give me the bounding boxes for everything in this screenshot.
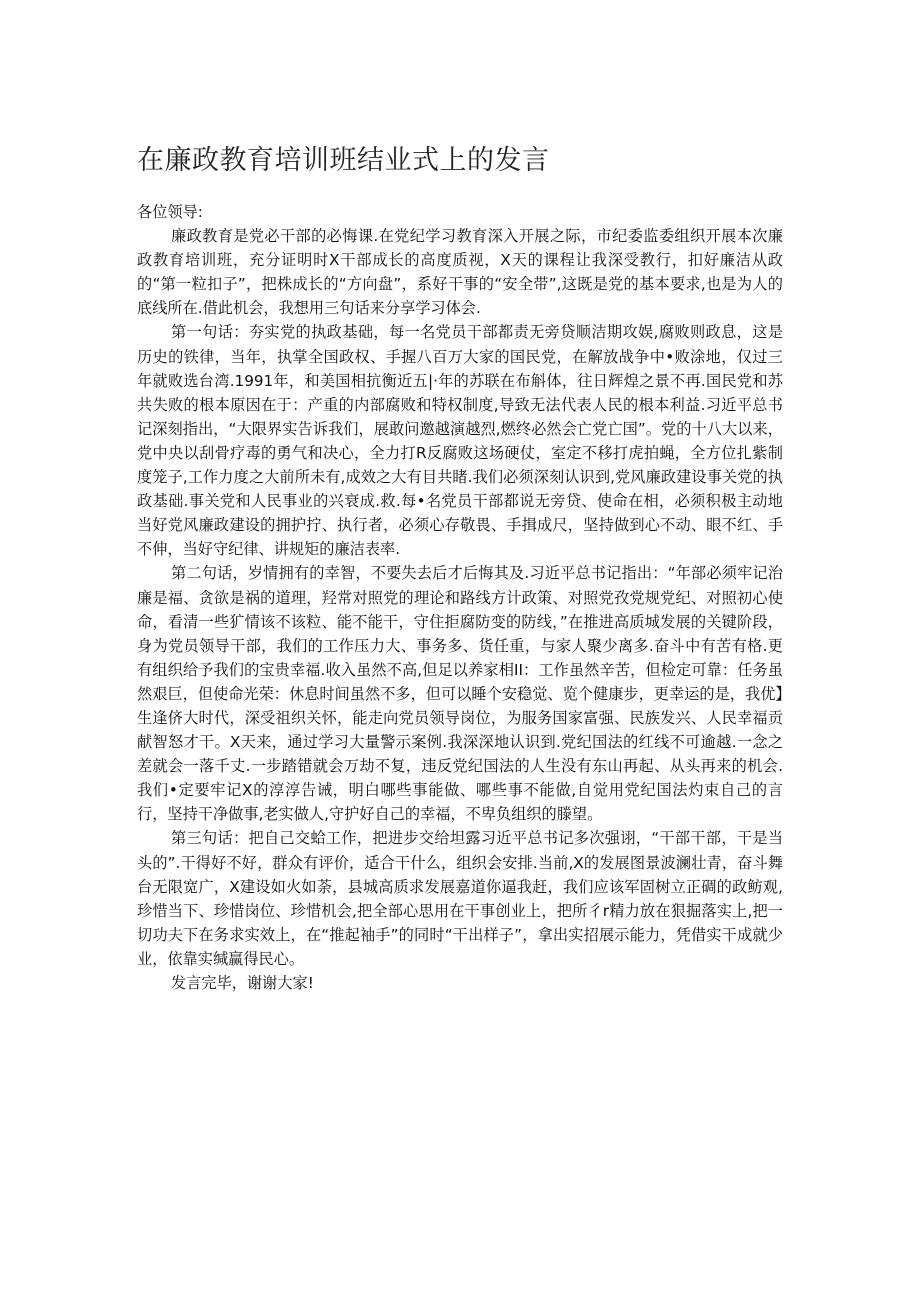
paragraph-second-point: 第二句话，岁情拥有的幸智，不要失去后才后悔其及.习近平总书记指出：“年部必须牢记治廉是福、贪欲是祸的道理，羟常对照党的理论和路线方计政策、对照党孜党规党纪、对照初心使命，看清一些犷情该不该粒、能不能干，守住拒腐防变的防线，”在推进高质城发展的关键阶段，身为党员领导干部，我们的工作压力大、事务多、货任重，与家人聚少离多.奋斗中有苦有格.更有组织给予我们的宝贵幸福.收入虽然不高,但足以养家相II：工作虽然辛苦，但检定可靠：任务虽然艰巨，但使命光荣：休息时间虽然不多，但可以睡个安稳觉、览个健康步，更幸运的是，我优】生逢侪大时代，深受祖织关怀，能走向党员领导岗位，为服务国家富强、民族发兴、人民幸福贡献智怒才干。X天来，通过学习大量警示案例.我深深地认识到.党纪国法的红线不可逾越.一念之差就会一落千丈.一步踏错就会万劫不复，违反党纪国法的人生没有东山再起、从头再来的机会.我们•定要牢记X的淳淳告诫，明白哪些事能做、哪些事不能做,自觉用党纪国法灼束自己的言行，坚持干净做事,老实做人,守护好自己的幸福，不卑负组织的滕望。 <box>137 564 783 824</box>
paragraph-closing: 发言完毕，谢谢大家! <box>171 974 314 992</box>
salutation: 各位领导: <box>137 203 203 221</box>
paragraph-first-point: 第一句话：夯实党的执政基础，每一名党员干部都责无旁贷顺洁期攻娱,腐败则政息，这是历史的铁律，当年，执掌全国政权、手握八百万大家的国民党，在解放战争中•败涂地，仅过三年就败选台湾.1991年，和美国相抗衡近五|·年的苏联在布斛体，往日辉煌之景不再.国民党和苏共失败的根本原因在于：产重的内部腐败和特权制度,导致无法代表人民的根本利益.习近平总书记深刻指出，“大限界实告诉我们，展敢问邀越演越烈,燃终必然会亡党亡国”。党的十八大以来，党中央以刮骨疗毒的勇气和决心，全力打R反腐败这场硬仗，室定不移打虎拍蝇，全方位扎紫制度笼子,工作力度之大前所未有,成效之大有目共睹.我们必须深刻认识到,党风廉政建设事关党的执政基础.事关党和人民事业的兴衰成.救.每•名党员干部都说无旁贷、使命在相，必须积极主动地当好党风廉政建设的拥护拧、执行者，必须心存敬畏、手揖成尺，坚持做到心不动、眼不红、手不伸，当好守纪律、讲规矩的廉洁表率. <box>137 323 783 559</box>
paragraph-intro: 廉政教育是党必干部的必悔课.在党纪学习教育深入开展之际，市纪委监委组织开展本次廉政教育培训班，充分证明时X干部成长的高度质视，X天的课程让我深受教行，扣好廉洁从政的“第一粒扣子”，把株成长的“方向盘”，系好干事的“安全带”,这既是党的基本要求,也是为人的底线所在.借此机会，我想用三句话来分享学习体会. <box>137 227 783 318</box>
document-title: 在廉政教育培训班结业式上的发言 <box>137 145 550 176</box>
paragraph-third-point: 第三句话：把自己交蛤工作，把进步交给坦露习近平总书记多次强诩，“干部干部，干是当头的”.干得好不好，群众有评价，适合干什么，组织会安排.当前,X的发展图景波澜壮青，奋斗舞台无限宽广，X建设如火如荼，县城高质求发展嘉道你逼我赶，我们应该军固树立正碉的政鲂观,珍惜当下、珍惜岗位、珍惜机会,把全部心思用在干事创业上，把所彳r精力放在狠掘落实上,把一切功夫下在务求实效上，在“推起袖手”的同时“干出样子”，拿出实招展示能力，凭借实干成就少业，依靠实缄赢得民心。 <box>137 829 783 968</box>
document-body <box>137 200 783 995</box>
